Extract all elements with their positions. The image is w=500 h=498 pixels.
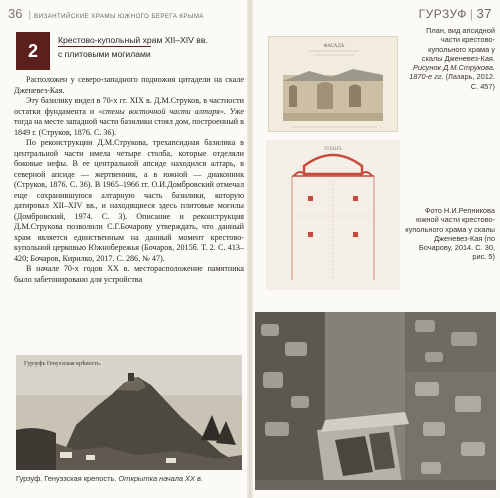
ruins-illustration — [255, 312, 496, 490]
plan-sheet — [266, 140, 400, 290]
plan-illustration — [266, 140, 400, 290]
right-page-number: 37 — [476, 6, 492, 21]
right-running-head — [419, 6, 492, 21]
chapter-title — [58, 34, 244, 60]
chapter-number-badge: 2 — [16, 32, 50, 70]
ruins-photo — [255, 312, 496, 490]
paragraph-3: По реконструкции Д.М.Струкова, трехапсидная базилика в центральной части имела четыре столба, которые отделяли боковые нефы. В ее центральной апсиде находился алтарь, в северной апсиде — жертвенник, а в южной — диаконник (Струков, 1876. С. 36). В 1965–1966 гг. О.И.Домбровский отмечал еще сохранившуюся алтарную часть базилики, которую датировал XII–XIV вв., и находящиеся здесь плитовые могилы (Домбровский, 1974. С. 3). Описание и реконструкция Д.М.Струкова позволили С.Г.Бочарову утверждать, что данный храм является единственным на данный момент крестово-купольной церковью Южнобережья (Бочаров, 2015б. Т. 2. С. 413–420; Бочаров, Кирилко, 2017. С. 286, № 47). — [14, 138, 244, 263]
postcard-photo — [16, 355, 242, 470]
paragraph-2 — [14, 96, 244, 138]
photo-caption: Фото Н.И.Репникова южной части крестово-купольного храма у скалы Дженевез-Кая (по Бочарову, 2014. С. 30, рис. 5) — [405, 206, 495, 262]
chapter-header — [16, 32, 242, 70]
drawing-label-top: ФАСАДЪ — [323, 44, 345, 49]
drawing-label-plan: ПЛАНЪ — [324, 147, 342, 152]
right-section-title: ГУРЗУФ — [418, 7, 467, 21]
drawing-caption-author: Рисунок Д.М.Струкова. 1870-е гг. — [409, 63, 495, 82]
drawing-caption-text: План, вид апсидной части крестово-купольного храма у скалы Дженевез-Кая. — [421, 26, 495, 63]
running-head-separator: | — [28, 10, 32, 21]
chapter-title-line2: с плитовыми могилами — [58, 46, 151, 60]
drawing-caption-source: (Лазарь, 2012. С. 457) — [443, 72, 495, 91]
paragraph-2-tail: Уже тогда на месте западной части базилики стоял дом, построенный в 1849 г. (Струков, 1876. С. 36). — [14, 106, 245, 137]
paragraph-2-text: Эту базилику видел в 70-х гг. XIX в. Д.М.Струков, в частности остатки фундамента и — [14, 96, 244, 116]
paragraph-2-quote: «стены восточной части алтаря». — [98, 106, 226, 116]
postcard-caption-text: Гурзуф. Генуэзская крепость. — [16, 474, 119, 483]
apse-view-illustration — [269, 37, 399, 133]
chapter-title-line1: Крестово-купольный храм XII–XIV вв. — [58, 35, 208, 45]
struckov-drawing — [260, 28, 405, 298]
apse-view-sheet — [268, 36, 398, 132]
page-gutter — [247, 0, 253, 498]
paragraph-4: В начале 70-х годов XX в. месторасположение памятника было забетонировано для устройства — [14, 264, 244, 284]
left-page-number: 36 — [8, 6, 23, 21]
left-running-head — [8, 6, 204, 21]
left-running-title: ВИЗАНТИЙСКИЕ ХРАМЫ ЮЖНОГО БЕРЕГА КРЫМА — [34, 13, 204, 20]
article-body — [14, 75, 244, 285]
paragraph-1: Расположен у северо-западного подножия цитадели на скале Дженевез-Кая. — [14, 75, 244, 95]
postcard-inscription: Гурзуфъ Генуэзская крѣпость. — [24, 361, 102, 367]
postcard-caption — [16, 474, 244, 483]
drawing-caption — [409, 26, 495, 91]
postcard-illustration — [16, 355, 242, 470]
running-head-separator: | — [469, 7, 474, 21]
postcard-caption-date: Открытка начала XX в. — [118, 474, 203, 483]
